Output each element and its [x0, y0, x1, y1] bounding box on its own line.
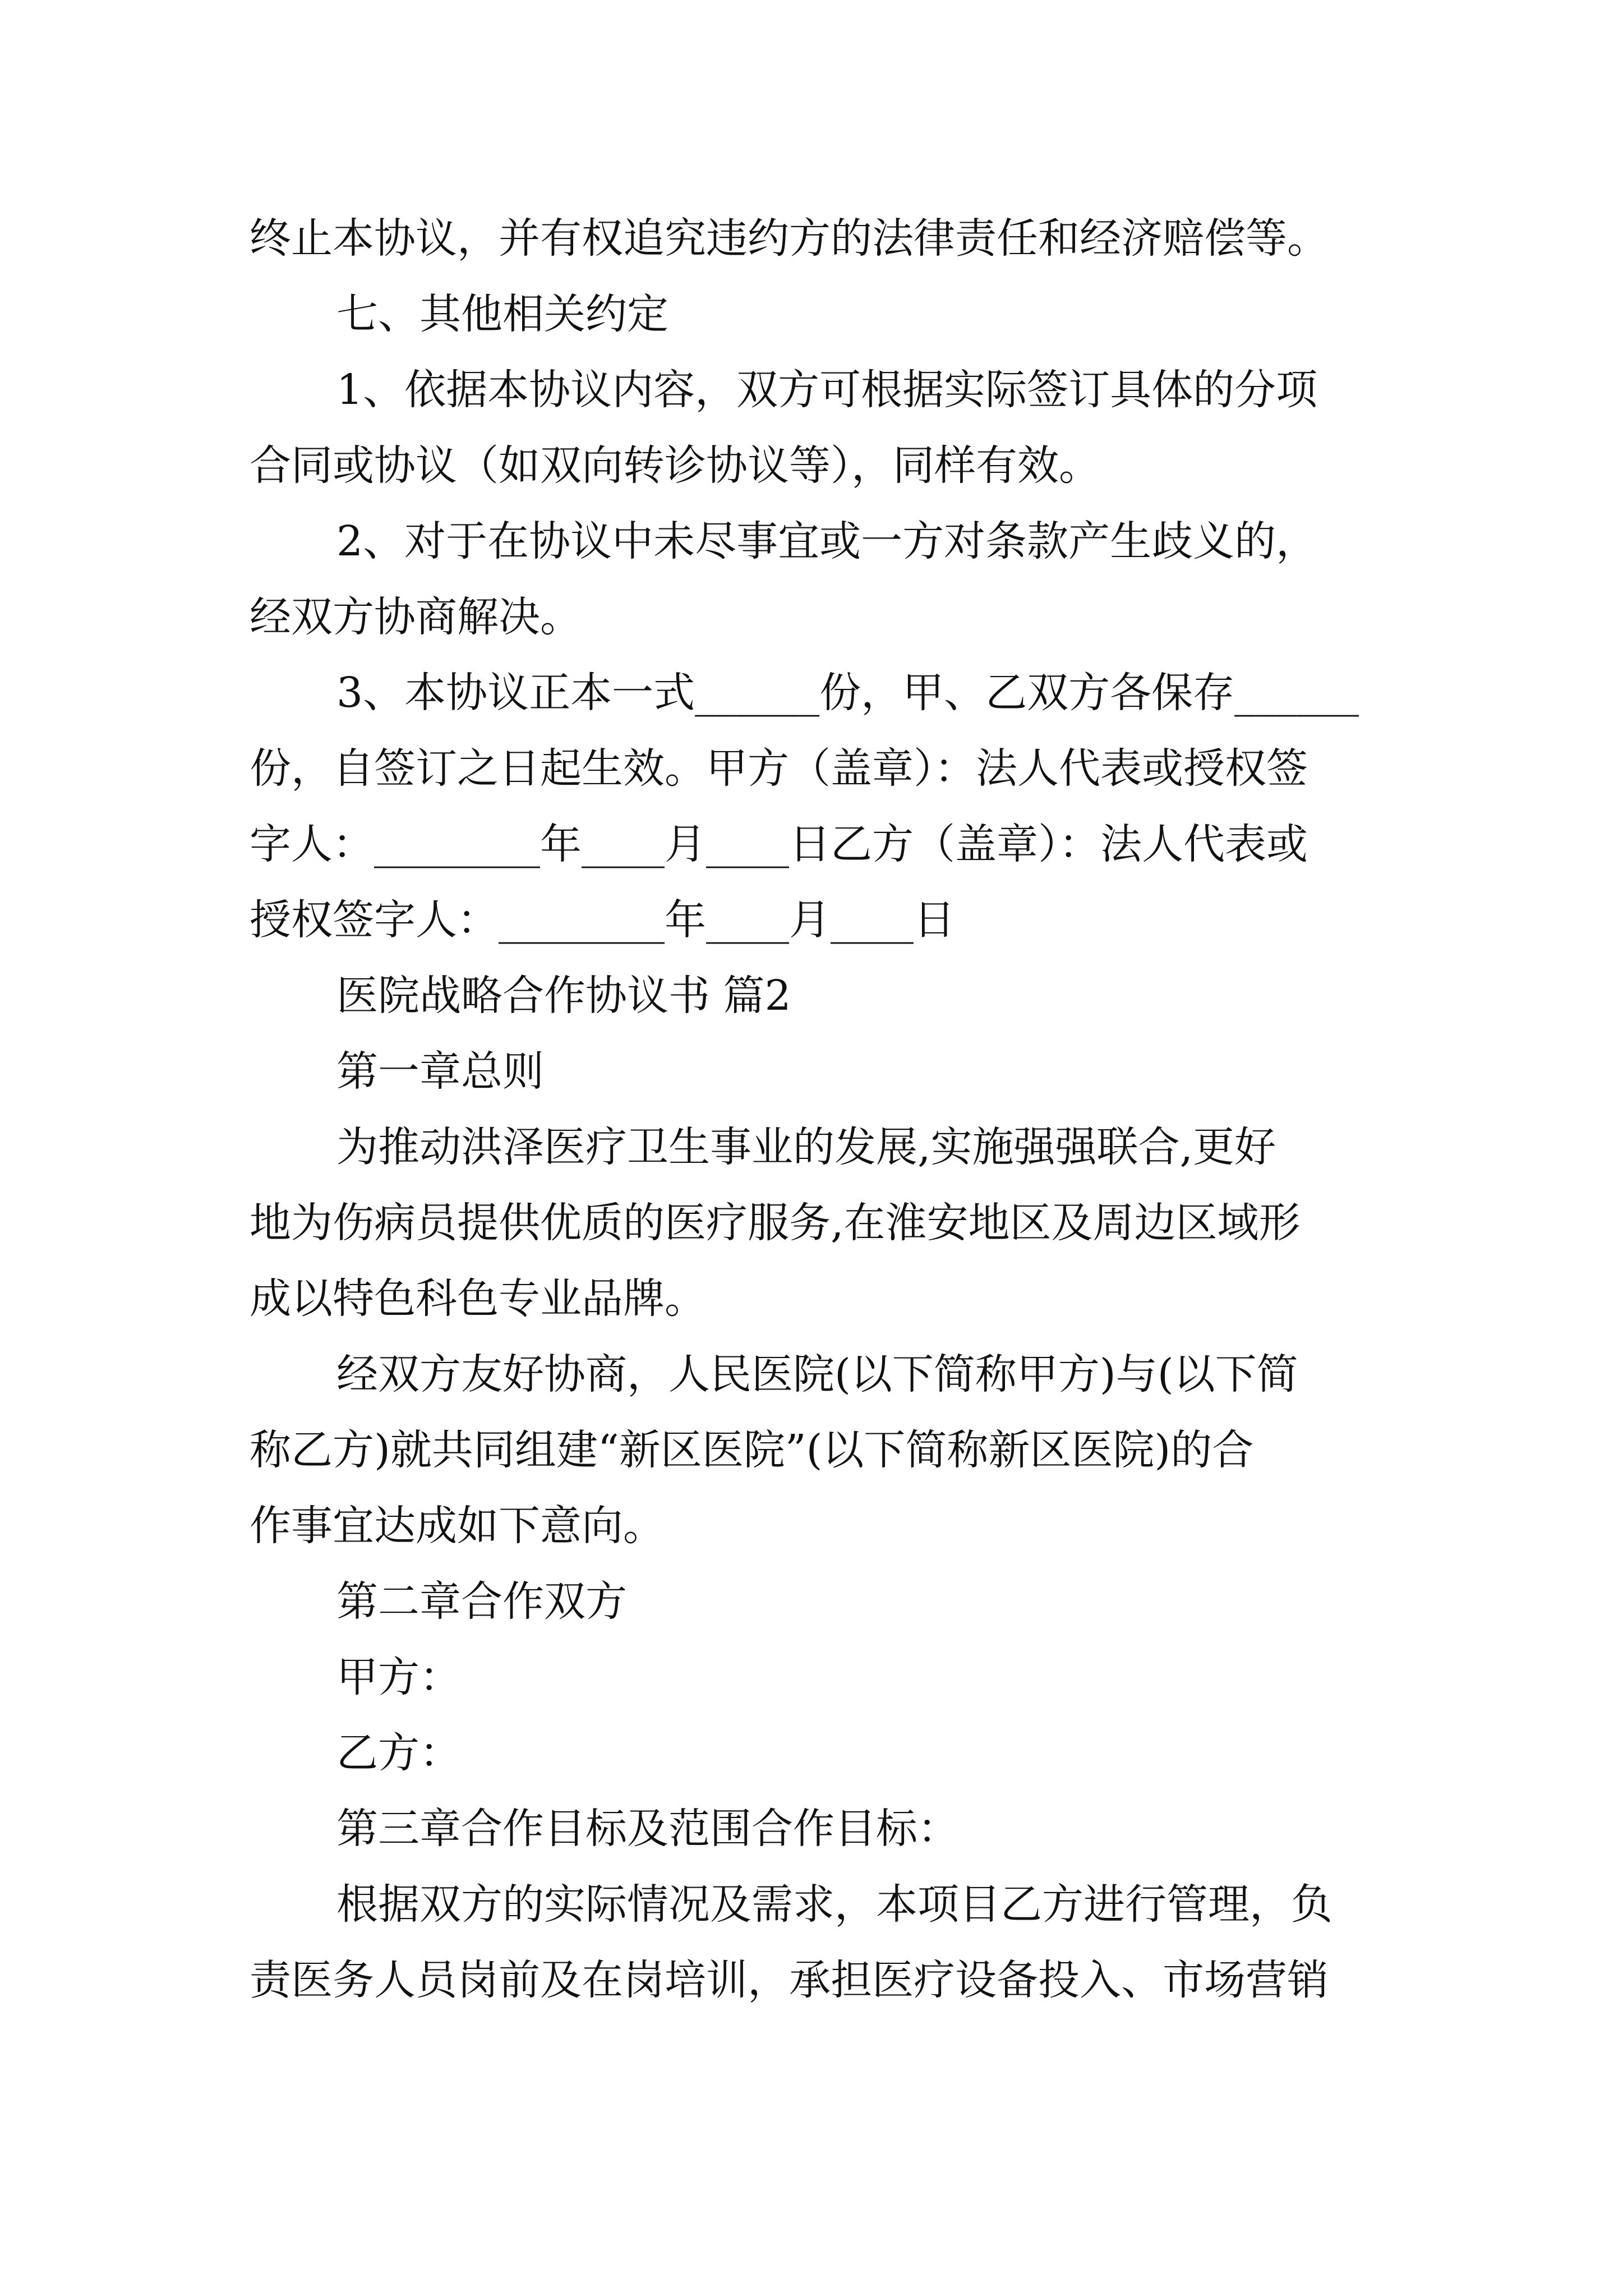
text-line: 责医务人员岗前及在岗培训，承担医疗设备投入、市场营销: [250, 1956, 1329, 2004]
section-heading: 七、其他相关约定: [336, 290, 668, 338]
party-label: 甲方：: [336, 1653, 461, 1701]
text-line: 字人：________年____月____日乙方（盖章）：法人代表或: [250, 820, 1308, 868]
chapter-heading: 第二章合作双方: [336, 1577, 627, 1626]
text-line: 2、对于在协议中未尽事宜或一方对条款产生歧义的，: [336, 517, 1318, 565]
text-line: 经双方友好协商，人民医院(以下简称甲方)与(以下简: [336, 1350, 1298, 1398]
text-line: 成以特色科色专业品牌。: [250, 1274, 706, 1323]
chapter-heading: 第三章合作目标及范围合作目标：: [336, 1805, 959, 1853]
text-line: 3、本协议正本一式______份，甲、乙双方各保存______: [336, 669, 1359, 717]
text-line: 经双方协商解决。: [250, 593, 582, 641]
text-line: 授权签字人：________年____月____日: [250, 896, 955, 944]
text-line: 根据双方的实际情况及需求，本项目乙方进行管理，负: [336, 1880, 1332, 1929]
text-line: 为推动洪泽医疗卫生事业的发展,实施强强联合,更好: [336, 1123, 1276, 1171]
text-line: 合同或协议（如双向转诊协议等），同样有效。: [250, 441, 1100, 490]
text-line: 份，自签订之日起生效。甲方（盖章）：法人代表或授权签: [250, 744, 1308, 793]
party-label: 乙方：: [336, 1729, 461, 1777]
document-title: 医院战略合作协议书 篇2: [336, 972, 791, 1020]
text-line: 终止本协议，并有权追究违约方的法律责任和经济赔偿等。: [250, 214, 1329, 263]
text-line: 称乙方)就共同组建“新区医院”(以下简称新区医院)的合: [250, 1426, 1254, 1474]
text-line: 1、依据本协议内容，双方可根据实际签订具体的分项: [336, 366, 1318, 414]
chapter-heading: 第一章总则: [336, 1047, 544, 1096]
text-line: 作事宜达成如下意向。: [250, 1502, 665, 1550]
text-line: 地为伤病员提供优质的医疗服务,在淮安地区及周边区域形: [250, 1199, 1301, 1247]
